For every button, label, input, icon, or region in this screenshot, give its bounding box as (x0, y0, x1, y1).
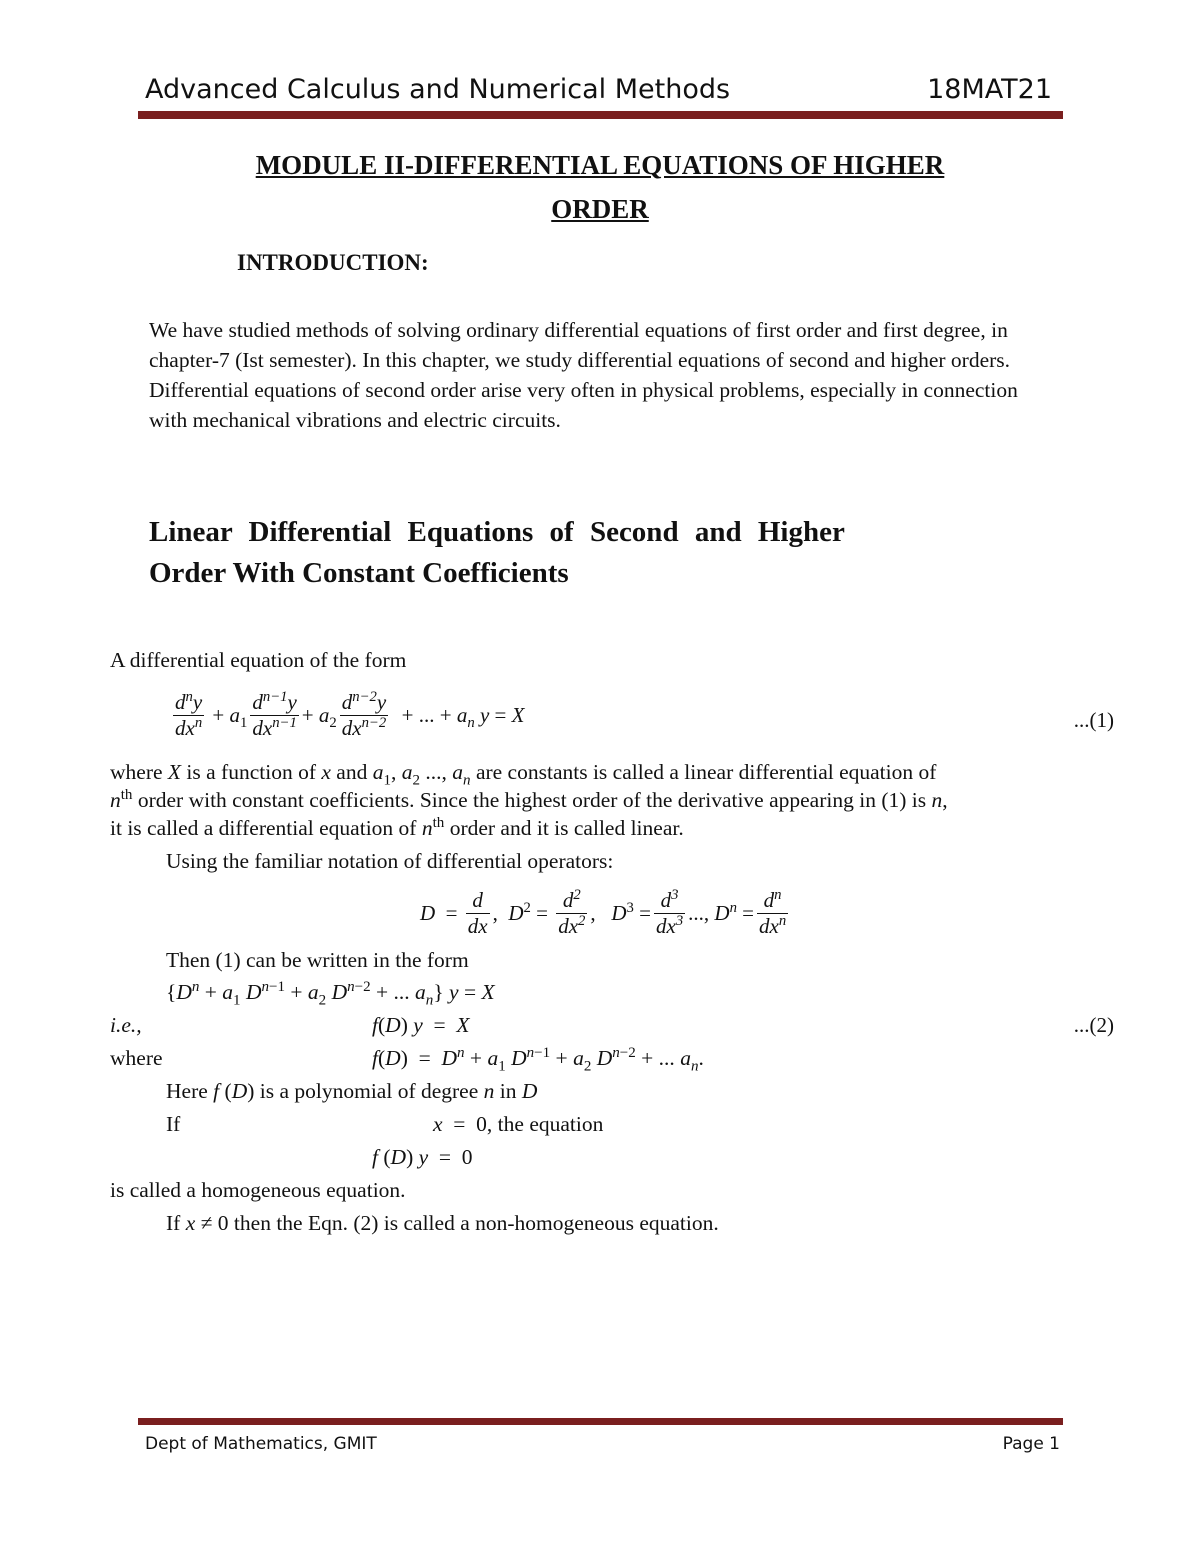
operator-definitions: D = $\frac{d}{dx}$ , $D^2$ = $\frac{d^2}{dx^2}$ , $D^3$ = $\frac{d^3}{dx^3}$ ..., $D^n$ = $\frac{d^n}{dx^n}$ (420, 887, 787, 938)
here-line: Here f (D) is a polynomial of degree n in D (166, 1079, 538, 1103)
notation-intro: Using the familiar notation of differential operators: (166, 849, 614, 873)
where-equation: $f(D) = D^n + a_1$ $D^{n-1} + a_2$ $D^{n-2}$ + ... $a_n$. (372, 1044, 704, 1075)
section-heading-line2: Order With Constant Coefficients (149, 557, 569, 589)
header-course-code: 18MAT21 (927, 74, 1052, 105)
intro-line: Differential equations of second order arise very often in physical problems, especially in connection (149, 378, 1018, 402)
equation-1: $\frac{d^ny}{dx^n}$ + $a_1$ $\frac{d^{n-1}y}{dx^{n-1}}$ + $a_2$ $\frac{d^{n-2}y}{dx^{n-2}}$ + ... + $a_n$ y = X (175, 689, 525, 740)
braces-equation: {$D^n + a_1$ $D^{n-1} + a_2$ $D^{n-2}$ + ... $a_n$} y = X (166, 978, 495, 1009)
module-title-line1: MODULE II-DIFFERENTIAL EQUATIONS OF HIGHER (255, 150, 945, 180)
equation-2-number: ...(2) (1073, 1013, 1114, 1037)
equation-1-number: ...(1) (1073, 708, 1114, 732)
form-intro: A differential equation of the form (110, 648, 407, 672)
intro-line: We have studied methods of solving ordinary differential equations of first order and first degree, in (149, 318, 1008, 342)
footer-page-number: Page 1 (1002, 1434, 1060, 1454)
if-label: If (166, 1112, 181, 1136)
where-line: where X is a function of x and $a_1$, $a_2$ ..., $a_n$ are constants is called a linear differential equation of (110, 760, 937, 789)
intro-line: with mechanical vibrations and electric circuits. (149, 408, 561, 432)
intro-paragraph (149, 315, 1141, 435)
where-label: where (110, 1046, 163, 1070)
homogeneous-equation: f (D) y = 0 (372, 1145, 473, 1169)
intro-line: chapter-7 (Ist semester). In this chapter, we study differential equations of second and higher orders. (149, 348, 1011, 372)
header-course-title: Advanced Calculus and Numerical Methods (145, 74, 731, 105)
ie-equation: f(D) y = X (372, 1013, 470, 1037)
where-line: it is called a differential equation of $n^{th}$ order and it is called linear. (110, 814, 684, 840)
module-title (0, 143, 1200, 231)
module-title-line2: ORDER (551, 194, 649, 224)
section-heading-line1: Linear Differential Equations of Second and Higher (149, 516, 845, 548)
if-equation: x = 0, the equation (433, 1112, 604, 1136)
footer-rule (138, 1418, 1063, 1425)
header-rule (138, 111, 1063, 119)
non-homogeneous-line: If x ≠ 0 then the Eqn. (2) is called a non-homogeneous equation. (166, 1211, 719, 1235)
where-line: $n^{th}$ order with constant coefficients. Since the highest order of the derivative appearing in (1) is n, (110, 786, 948, 812)
footer-department: Dept of Mathematics, GMIT (145, 1434, 377, 1454)
where-paragraph (110, 758, 1120, 842)
then-line: Then (1) can be written in the form (166, 948, 469, 972)
ie-label: i.e., (110, 1013, 142, 1037)
section-heading (149, 512, 845, 594)
intro-heading: INTRODUCTION: (237, 250, 429, 275)
homogeneous-line: is called a homogeneous equation. (110, 1178, 406, 1202)
